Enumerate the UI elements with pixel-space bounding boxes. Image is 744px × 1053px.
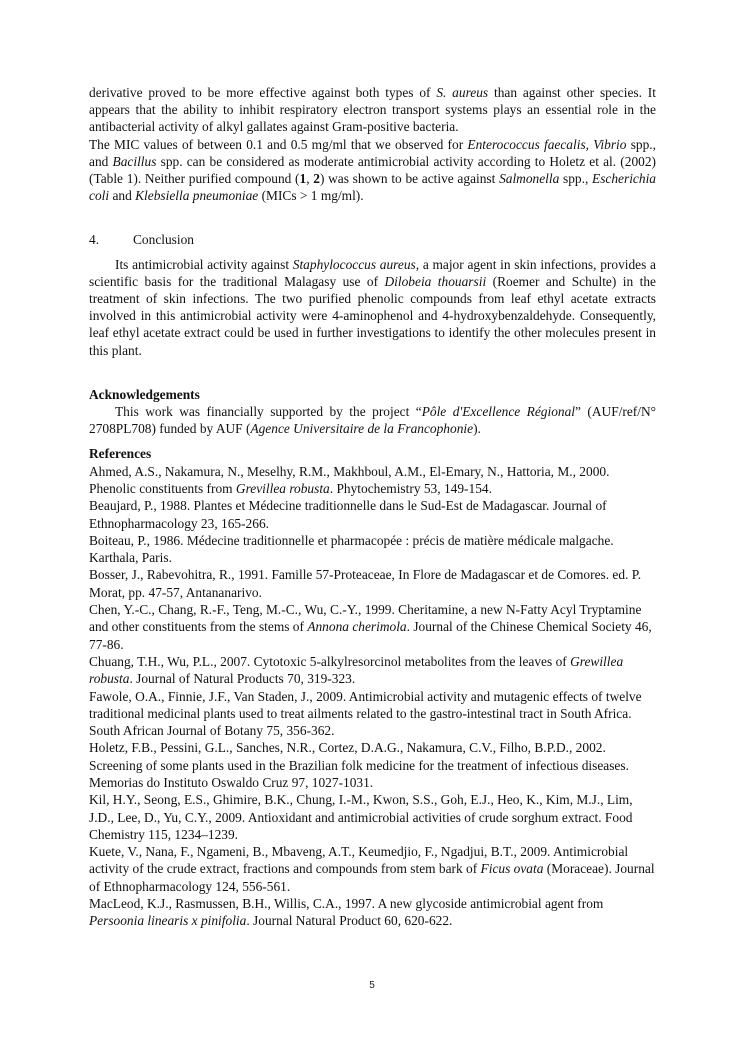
conclusion-paragraph — [89, 256, 656, 359]
italic-run: Annona cherimola — [307, 619, 407, 635]
bold-run: 2 — [313, 171, 320, 187]
text-run: Holetz, F.B., Pessini, G.L., Sanches, N.R., Cortez, D.A.G., Nakamura, C.V., Filho, B.P.D., 2002. Screening of some plants used in the Brazilian folk medicine for the treatment of infectious diseases. Memorias do Instituto Oswaldo Cruz 97, 1027-1031. — [89, 740, 629, 790]
text-run: (Moraceae). Journal of Ethnopharmacology 124, 556-561. — [89, 861, 655, 894]
text-run: than against other species. It appears that the ability to inhibit respiratory electron transport systems plays an essential role in the antibacterial activity of alkyl gallates against Gram-positive bacteria. — [89, 85, 656, 135]
reference-entry — [89, 843, 656, 895]
text-run: Ahmed, A.S., Nakamura, N., Meselhy, R.M., Makhboul, A.M., El-Emary, N., Hattoria, M., 2000. Phenolic constituents from — [89, 463, 610, 496]
text-run: Kuete, V., Nana, F., Ngameni, B., Mbaveng, A.T., Keumedjio, F., Ngadjui, B.T., 2009. Antimicrobial activity of the crude extract, fractions and compounds from stem bark of — [89, 844, 629, 877]
italic-run: Agence Universitaire de la Francophonie — [250, 421, 474, 437]
section-number: 4. — [89, 232, 100, 248]
text-run: The MIC values of between 0.1 and 0.5 mg/ml that we observed for — [89, 136, 468, 152]
text-run: (Roemer and Schulte) in the treatment of skin infections. The two purified phenolic compounds from leaf ethyl acetate extracts involved in this antimicrobial activity were 4-aminophenol and 4-hydroxybenzaldehyde. Consequently, leaf ethyl acetate extract could be used in further investigations to identify the other molecules present in this plant. — [89, 273, 656, 358]
italic-run: Bacillus — [112, 153, 157, 169]
section-title: Conclusion — [133, 232, 195, 248]
text-run: Beaujard, P., 1988. Plantes et Médecine traditionnelle dans le Sud-Est de Madagascar. Journal of Ethnopharmacology 23, 165-266. — [89, 498, 607, 531]
text-run: ” (AUF/ref/N° 2708PL708) funded by AUF ( — [89, 404, 656, 437]
text-run: Bosser, J., Rabevohitra, R., 1991. Famille 57-Proteaceae, In Flore de Madagascar et de Comores. ed. P. Morat, pp. 47-57, Antananarivo. — [89, 567, 642, 600]
italic-run: Escherichia coli — [89, 171, 656, 204]
document-page — [89, 84, 656, 930]
italic-run: Klebsiella pneumoniae — [135, 188, 259, 204]
text-run: Its antimicrobial activity against — [115, 256, 293, 272]
reference-entry — [89, 895, 656, 930]
reference-entry — [89, 566, 656, 601]
italic-run: Staphylococcus aureus, — [292, 256, 420, 272]
text-run: (MICs > 1 mg/ml). — [258, 188, 364, 204]
reference-entry — [89, 497, 656, 532]
reference-entry — [89, 688, 656, 740]
text-run: Kil, H.Y., Seong, E.S., Ghimire, B.K., Chung, I.-M., Kwon, S.S., Goh, E.J., Heo, K., Kim, M.J., Lim, J.D., Lee, D., Yu, C.Y., 2009. Antioxidant and antimicrobial activities of crude sorghum extract. Food Chemistry 115, 1234–1239. — [89, 792, 633, 842]
text-run: Chen, Y.-C., Chang, R.-F., Teng, M.-C., Wu, C.-Y., 1999. Cheritamine, a new N-Fatty Acyl Tryptamine and other constituents from the stems of — [89, 602, 642, 635]
italic-run: Salmonella — [499, 171, 560, 187]
intro-paragraph-1 — [89, 84, 656, 136]
text-run: . Journal Natural Product 60, 620-622. — [246, 913, 453, 929]
reference-entry — [89, 739, 656, 791]
text-run: . Phytochemistry 53, 149-154. — [329, 480, 492, 496]
italic-run: Grewillea robusta — [89, 653, 624, 687]
text-run: Chuang, T.H., Wu, P.L., 2007. Cytotoxic 5-alkylresorcinol metabolites from the leaves of — [89, 653, 571, 669]
italic-run: Grevillea robusta — [235, 480, 330, 496]
italic-run: Persoonia linearis x pinifolia — [89, 913, 247, 929]
text-run: a major agent in skin infections, provides a scientific basis for the traditional Malagasy use of — [89, 256, 656, 289]
text-run: and — [109, 188, 136, 204]
text-run: Fawole, O.A., Finnie, J.F., Van Staden, J., 2009. Antimicrobial activity and mutagenic effects of twelve traditional medicinal plants used to treat ailments related to the gastro-intestinal tract in South Africa. South African Journal of Botany 75, 356-362. — [89, 688, 642, 739]
acknowledgements-paragraph — [89, 403, 656, 437]
section-heading-conclusion — [89, 231, 656, 248]
intro-paragraph-2 — [89, 136, 656, 205]
text-run: ) was shown to be active against — [319, 171, 500, 187]
reference-entry — [89, 653, 656, 688]
text-run: Boiteau, P., 1986. Médecine traditionnelle et pharmacopée : précis de matière médicale malgache. Karthala, Paris. — [89, 532, 614, 566]
text-run: , — [306, 171, 314, 187]
reference-list — [89, 463, 656, 930]
text-run: MacLeod, K.J., Rasmussen, B.H., Willis, C.A., 1997. A new glycoside antimicrobial agent from — [89, 896, 604, 912]
text-run: This work was financially supported by the project “ — [115, 404, 422, 420]
acknowledgements-heading: Acknowledgements — [89, 386, 200, 402]
text-run: spp., and — [89, 136, 656, 169]
italic-run: Pôle d'Excellence Régional — [421, 404, 576, 420]
text-run: derivative proved to be more effective against both types of — [89, 85, 437, 100]
italic-run: Ficus ovata — [480, 861, 544, 877]
reference-entry — [89, 532, 656, 567]
italic-run: Dilobeia thouarsii — [384, 273, 487, 289]
reference-entry — [89, 463, 656, 498]
text-run: . Journal of Natural Products 70, 319-323. — [129, 671, 356, 687]
text-run: ). — [473, 421, 481, 437]
page-number: 5 — [369, 980, 375, 991]
text-run: spp. can be considered as moderate antimicrobial activity according to Holetz et al. (2002) (Table 1). Neither purified compound ( — [89, 153, 656, 187]
italic-run: S. aureus — [436, 85, 489, 100]
reference-entry — [89, 601, 656, 653]
reference-entry — [89, 791, 656, 843]
references-heading: References — [89, 446, 152, 462]
text-run: . Journal of the Chinese Chemical Society 46, 77-86. — [89, 619, 652, 652]
bold-run: 1 — [299, 171, 307, 187]
italic-run: Enterococcus faecalis, Vibrio — [467, 136, 627, 152]
text-run: spp., — [559, 171, 593, 187]
